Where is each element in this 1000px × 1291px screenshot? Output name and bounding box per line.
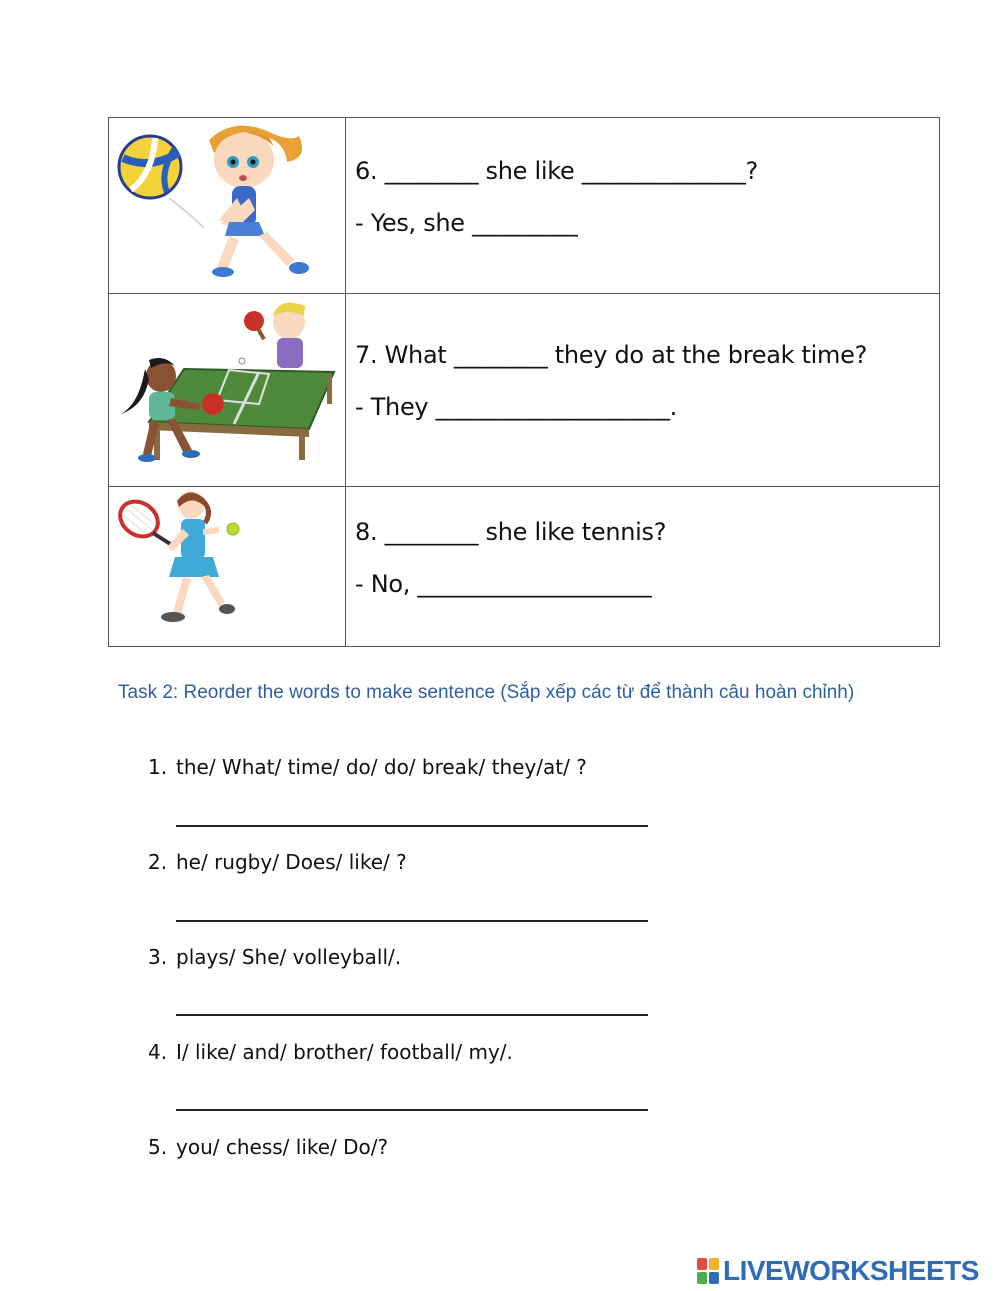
girl-tennis-illustration bbox=[109, 487, 345, 642]
liveworksheets-logo bbox=[697, 1254, 979, 1288]
item-number: 3. bbox=[148, 945, 168, 969]
brand-name: LIVEWORKSHEETS bbox=[723, 1255, 979, 1286]
volleyball-picture-cell bbox=[109, 118, 346, 294]
task-2-title: Task 2: Reorder the words to make sentence (Sắp xếp các từ để thành câu hoàn chỉnh) bbox=[118, 682, 855, 703]
answer-line-2[interactable] bbox=[176, 920, 648, 922]
table-row bbox=[109, 487, 940, 647]
question-7-line1: 7. What ________ they do at the break time? bbox=[355, 341, 868, 369]
question-7-line2: - They ____________________. bbox=[355, 393, 677, 421]
exercise-table bbox=[108, 117, 940, 647]
kids-table-tennis-illustration bbox=[109, 294, 345, 482]
item-words: I/ like/ and/ brother/ football/ my/. bbox=[176, 1040, 513, 1064]
item-number: 2. bbox=[148, 850, 168, 874]
table-row bbox=[109, 294, 940, 487]
item-words: he/ rugby/ Does/ like/ ? bbox=[176, 850, 407, 874]
list-item bbox=[148, 942, 401, 972]
list-item bbox=[148, 1037, 513, 1067]
girl-volleyball-illustration bbox=[109, 118, 345, 289]
answer-line-4[interactable] bbox=[176, 1109, 648, 1111]
item-number: 1. bbox=[148, 755, 168, 779]
table-tennis-picture-cell bbox=[109, 294, 346, 487]
tennis-picture-cell bbox=[109, 487, 346, 647]
list-item bbox=[148, 1132, 388, 1162]
question-8-line2: - No, ____________________ bbox=[355, 570, 652, 598]
item-words: the/ What/ time/ do/ do/ break/ they/at/ ? bbox=[176, 755, 587, 779]
list-item bbox=[148, 752, 587, 782]
list-item bbox=[148, 847, 407, 877]
question-7-cell bbox=[346, 294, 940, 487]
table-row bbox=[109, 118, 940, 294]
question-8-cell bbox=[346, 487, 940, 647]
question-6-line2: - Yes, she _________ bbox=[355, 209, 578, 237]
item-number: 5. bbox=[148, 1135, 168, 1159]
answer-line-3[interactable] bbox=[176, 1014, 648, 1016]
item-number: 4. bbox=[148, 1040, 168, 1064]
item-words: plays/ She/ volleyball/. bbox=[176, 945, 402, 969]
question-6-line1: 6. ________ she like ______________? bbox=[355, 157, 758, 185]
answer-line-1[interactable] bbox=[176, 825, 648, 827]
item-words: you/ chess/ like/ Do/? bbox=[176, 1135, 389, 1159]
question-8-line1: 8. ________ she like tennis? bbox=[355, 518, 667, 546]
liveworksheets-logo-icon bbox=[697, 1258, 719, 1284]
question-6-cell bbox=[346, 118, 940, 294]
